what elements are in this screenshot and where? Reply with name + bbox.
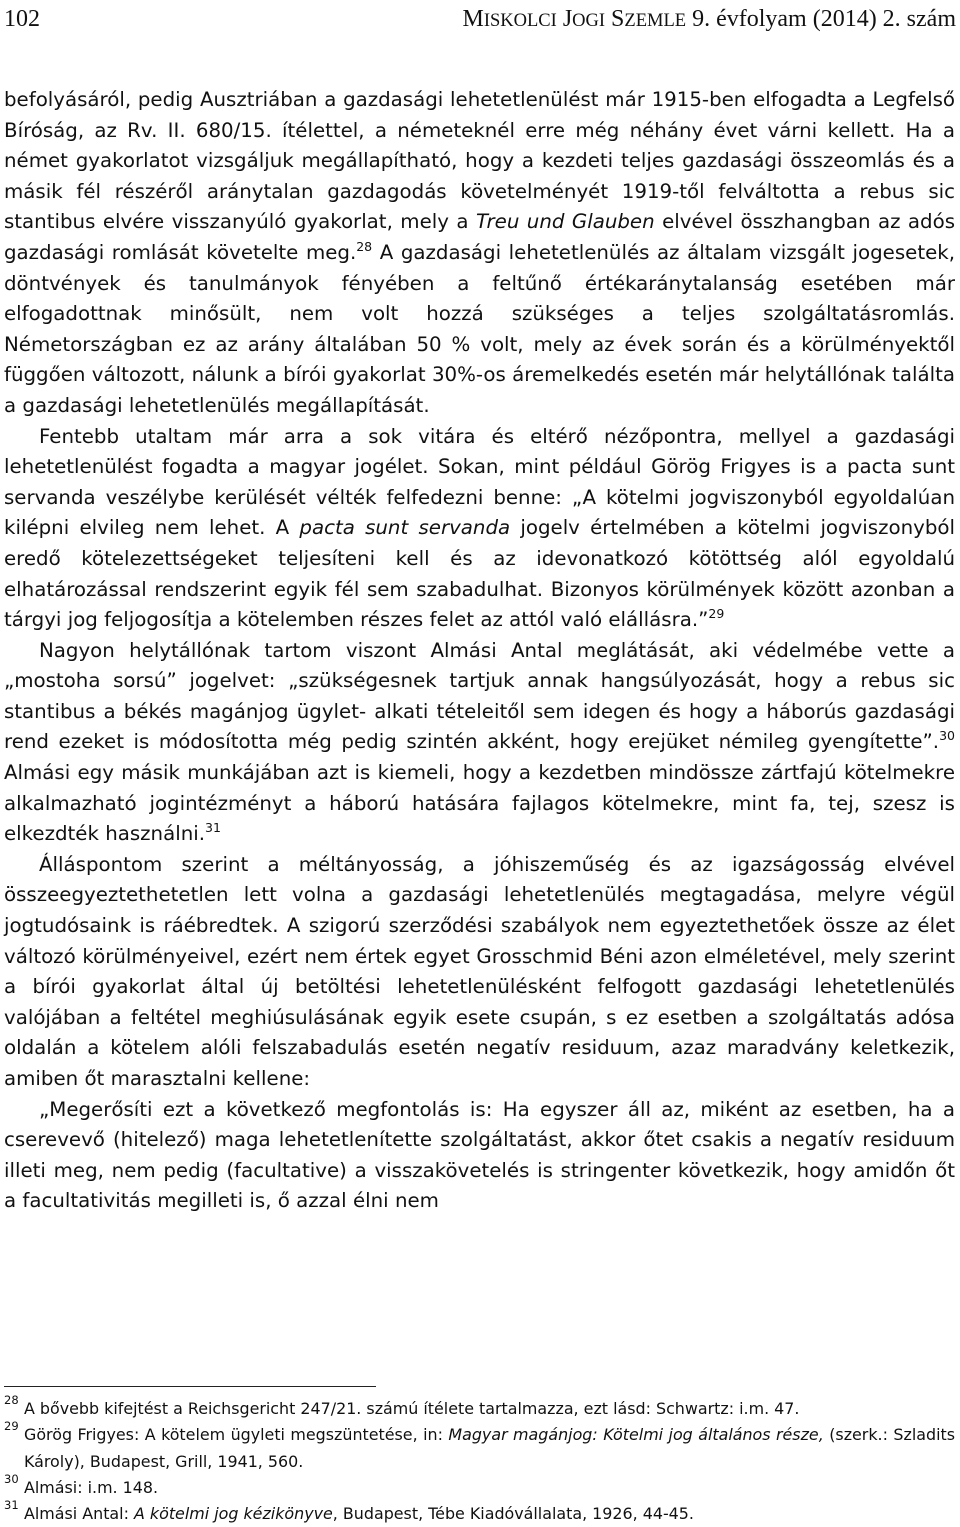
footnote-ref-28[interactable]: 28: [356, 238, 373, 254]
footnote-ref-30[interactable]: 30: [939, 728, 955, 744]
paragraph-3: [4, 636, 955, 850]
paragraph-3-text-b: Almási egy másik munkájában azt is kiemeli, hogy a kezdetben mindössze zártfajú kötelmekre alkalmazható jogintézményt a háború hatására fajlagos kötelmekre, mint fa, tej, szesz is elkezdték használni.: [4, 761, 955, 846]
paragraph-1: [4, 85, 955, 422]
footnote-30: [4, 1471, 955, 1501]
page-number: 102: [4, 6, 40, 32]
journal-word-jogi: OGI: [572, 11, 606, 31]
footnote-29: [4, 1419, 955, 1475]
journal-initial-m: M: [462, 6, 484, 32]
journal-running-title: [462, 2, 956, 38]
footnote-text-31-b: , Budapest, Tébe Kiadóvállalata, 1926, 44-45.: [332, 1504, 694, 1524]
paragraph-2-text-b: jogelv értelmében a kötelmi jogviszonyból eredő kötelezettségeket teljesíteni kell és az idevonatkozó kötöttség alól egyoldalú elhatározással rendszerint egyik fél sem szabadulhat. Bizonyos körülmények között azonban a tárgyi jog feljogosítja a kötelemben részes felet az attól való elállásra.”: [4, 516, 955, 632]
footnote-text-31-a: Almási Antal:: [24, 1504, 134, 1524]
footnote-text-29-b: (szerk.: Szladits Károly), Budapest, Grill, 1941, 560.: [24, 1425, 955, 1471]
footnote-number-31: 31: [4, 1498, 19, 1513]
main-text: [4, 85, 955, 1217]
paragraph-3-text-a: Nagyon helytállónak tartom viszont Almási Antal meglátását, aki védelmébe vette a „mostoha sorsú” jogelvet: „szükségesnek tartjuk annak hangsúlyozását, hogy a rebus sic stantibus a békés magánjog ügylet- alkati tételeitől sem idegen és hogy a háborús gazdasági rend ezeket is módosította még pedig szintén akként, hogy erejüket némileg gyengítette”.: [4, 638, 955, 754]
footnote-title-31: A kötelmi jog kézikönyve: [133, 1504, 333, 1524]
paragraph-2: [4, 422, 955, 636]
footnote-text-28: A bővebb kifejtést a Reichsgericht 247/21. számú ítélete tartalmazza, ezt lásd: Schwartz: i.m. 47.: [24, 1399, 800, 1418]
paragraph-4: Álláspontom szerint a méltányosság, a jóhiszeműség és az igazságosság elvével összeegyeztethetetlen lett volna a gazdasági lehetetlenülés megtagadása, melyre végül jogtudósaink is ráébredtek. A szigorú szerződési szabályok nem egyeztethetőek össze az élet változó körülményeivel, ezért nem értek egyet Grosschmid Béni azon elméletével, mely szerint a bírói gyakorlat által új betöltési lehetetlenülésként felfogott gazdasági lehetetlenülés valójában a feltétel meghiúsulásának egyik esete csupán, s ez esetben a szolgáltatás adósa oldalán a kötelem alóli felszabadulás esetén negatív residuum, azaz maradvány keletkezik, amiben őt marasztalni kellene:: [4, 852, 955, 1090]
journal-initial-s: S: [611, 6, 625, 32]
paragraph-1-text-c: A gazdasági lehetetlenülés az általam vizsgált jogesetek, döntvények és tanulmányok fényében a feltűnő értékaránytalanság esetében már elfogadottnak minősült, nem volt hozzá szükséges a teljes szolgáltatásromlás. Németországban ez az arány általában 50 % volt, mely az évek során és a körülményektől függően változott, nálunk a bírói gyakorlat 30%-os áremelkedés esetén már helytállónak találta a gazdasági lehetetlenülés megállapítását.: [4, 240, 955, 417]
paragraph-1-text-b: elvével összhangban az adós gazdasági romlását követelte meg.: [4, 210, 955, 264]
journal-issue: 9. évfolyam (2014) 2. szám: [692, 6, 956, 32]
journal-initial-j: J: [562, 6, 573, 32]
treu-und-glauben-term: Treu und Glauben: [475, 210, 655, 234]
footnote-number-29: 29: [4, 1419, 19, 1434]
footnotes: [4, 1393, 955, 1527]
footnote-title-29: Magyar magánjog: Kötelmi jog általános része,: [448, 1425, 824, 1445]
footnote-text-30: Almási: i.m. 148.: [24, 1477, 159, 1497]
running-header: [4, 2, 956, 36]
paragraph-1-text-a: befolyásáról, pedig Ausztriában a gazdasági lehetetlenülést már 1915-ben elfogadta a Legfelső Bíróság, az Rv. II. 680/15. ítélettel, a németeknél erre még néhány évet várni kellett. Ha a német gyakorlatot vizsgáljuk megállapítható, hogy a kezdeti teljes gazdasági összeomlás és a másik fél részéről aránytalan gazdagodás követelményét 1919-től felváltotta a rebus sic stantibus elvére visszanyúló gyakorlat, mely a: [4, 88, 955, 234]
footnote-ref-29[interactable]: 29: [708, 606, 725, 622]
paragraph-2-text-a: Fentebb utaltam már arra a sok vitára és eltérő nézőpontra, mellyel a gazdasági lehetetlenülést fogadta a magyar jogélet. Sokan, mint például Görög Frigyes is a pacta sunt servanda veszélybe kerülését vélték felfedezni benne: „A kötelmi jogviszonyból egyoldalúan kilépni elvileg nem lehet. A: [4, 424, 955, 540]
journal-word-miskolci: ISKOLCI: [483, 11, 557, 31]
paragraph-5-quote: „Megerősíti ezt a következő megfontolás is: Ha egyszer áll az, miként az esetben, ha a cserevevő (hitelező) maga lehetetlenítette szolgáltatást, akkor őtet csakis a negatív residuum illeti meg, nem pedig (facultative) a visszakövetelés is stringenter következik, hogy amidőn őt a facultativitás megilleti is, ő azzal élni nem: [4, 1097, 955, 1213]
footnote-number-30: 30: [4, 1471, 19, 1486]
footnote-number-28: 28: [4, 1393, 19, 1407]
footnote-text-29-a: Görög Frigyes: A kötelem ügyleti megszüntetése, in:: [24, 1425, 449, 1445]
footnote-ref-31[interactable]: 31: [205, 820, 221, 836]
footnote-28: [4, 1393, 955, 1422]
journal-word-szemle: ZEMLE: [624, 11, 687, 31]
pacta-sunt-servanda-term: pacta sunt servanda: [299, 516, 511, 540]
footnote-31: [4, 1498, 955, 1527]
footnote-separator: [4, 1386, 376, 1387]
